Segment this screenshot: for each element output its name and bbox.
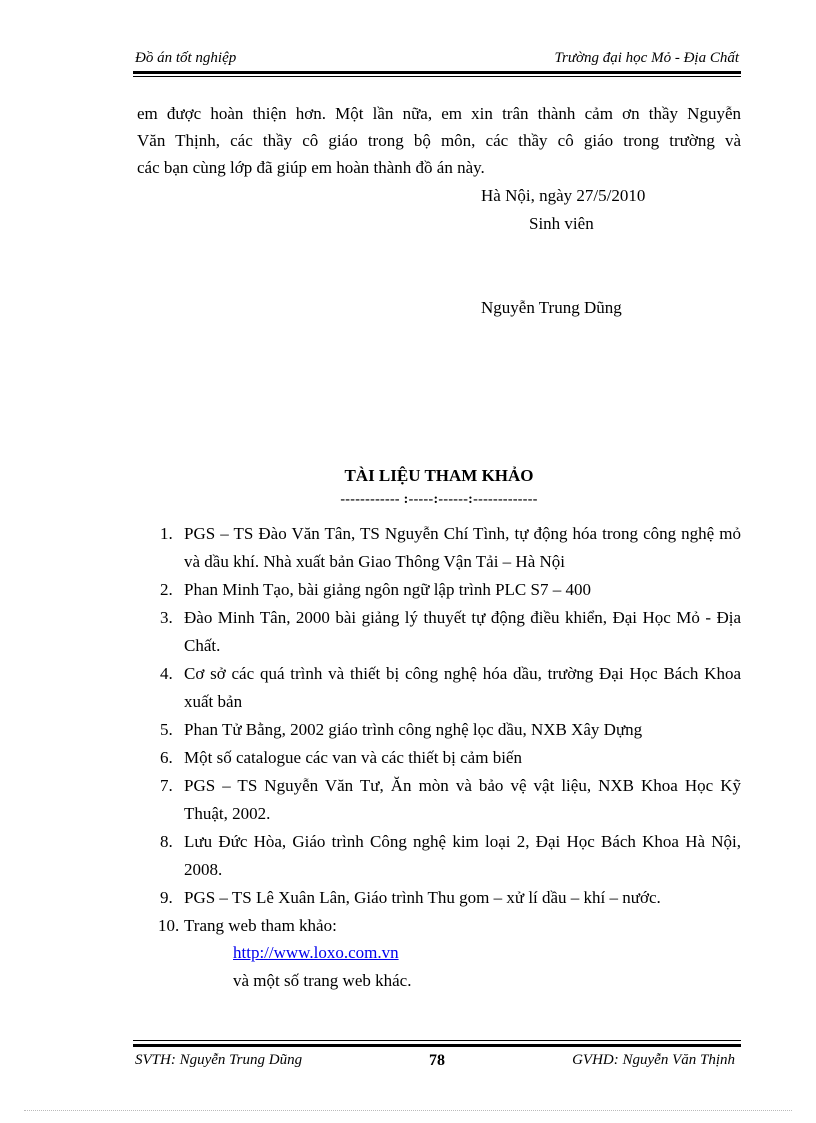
- website-link[interactable]: http://www.loxo.com.vn: [233, 943, 399, 962]
- reference-number: 4.: [160, 664, 173, 683]
- references-separator: ------------ :-----:------:-------------: [340, 492, 538, 507]
- acknowledgement-paragraph: [137, 100, 741, 181]
- reference-text: Phan Tử Bằng, 2002 giáo trình công nghệ lọc dầu, NXB Xây Dựng: [184, 720, 643, 739]
- page-footer: [133, 1040, 741, 1070]
- references-list: [160, 520, 741, 940]
- reference-item: [160, 520, 741, 576]
- reference-item: [160, 828, 741, 884]
- header-right-text: Trường đại học Mỏ - Địa Chất: [554, 50, 739, 66]
- reference-number: 10.: [158, 916, 180, 935]
- reference-item: [160, 660, 741, 716]
- reference-number: 9.: [160, 888, 173, 907]
- page-header: [133, 48, 741, 72]
- reference-item: [160, 884, 741, 912]
- reference-item: [160, 716, 741, 744]
- reference-text: PGS – TS Nguyễn Văn Tư, Ăn mòn và bảo vệ vật liệu, NXB Khoa Học Kỹ Thuật, 2002.: [184, 776, 741, 823]
- reference-number: 5.: [160, 720, 173, 739]
- signature-date: Hà Nội, ngày 27/5/2010: [481, 186, 646, 205]
- acknowledgement-line: Văn Thịnh, các thầy cô giáo trong bộ môn, các thầy cô giáo trong trường và: [137, 131, 741, 150]
- reference-text: Phan Minh Tạo, bài giảng ngôn ngữ lập trình PLC S7 – 400: [184, 580, 591, 599]
- reference-text: Cơ sở các quá trình và thiết bị công nghệ hóa dầu, trường Đại Học Bách Khoa xuất bản: [184, 664, 741, 711]
- reference-text: PGS – TS Đào Văn Tân, TS Nguyễn Chí Tình, tự động hóa trong công nghệ mỏ và dầu khí. Nhà xuất bản Giao Thông Vận Tải – Hà Nội: [184, 524, 741, 571]
- reference-number: 3.: [160, 608, 173, 627]
- header-rule-thin: [133, 76, 741, 77]
- page-number: 78: [429, 1052, 445, 1069]
- signature-role: Sinh viên: [529, 214, 594, 233]
- signature-name: Nguyễn Trung Dũng: [481, 298, 622, 317]
- header-left-text: Đồ án tốt nghiệp: [135, 50, 237, 66]
- reference-number: 1.: [160, 524, 173, 543]
- reference-item: [160, 604, 741, 660]
- reference-text: Trang web tham khảo:: [184, 916, 337, 935]
- website-more-text: và một số trang web khác.: [233, 971, 412, 990]
- page-bottom-margin-guide: [24, 1110, 792, 1111]
- reference-number: 2.: [160, 580, 173, 599]
- footer-right-text: GVHD: Nguyễn Văn Thịnh: [572, 1052, 735, 1068]
- reference-number: 6.: [160, 748, 173, 767]
- reference-text: Lưu Đức Hòa, Giáo trình Công nghệ kim loại 2, Đại Học Bách Khoa Hà Nội, 2008.: [184, 832, 741, 879]
- reference-text: Đào Minh Tân, 2000 bài giảng lý thuyết tự động điều khiển, Đại Học Mỏ - Địa Chất.: [184, 608, 741, 655]
- acknowledgement-line: em được hoàn thiện hơn. Một lần nữa, em xin trân thành cảm ơn thầy Nguyễn: [137, 104, 741, 123]
- header-rule-thick: [133, 71, 741, 74]
- reference-item: [160, 912, 741, 940]
- acknowledgement-line: các bạn cùng lớp đã giúp em hoàn thành đồ án này.: [137, 158, 485, 177]
- reference-text: Một số catalogue các van và các thiết bị cảm biến: [184, 748, 522, 767]
- reference-item: [160, 744, 741, 772]
- reference-item: [160, 576, 741, 604]
- references-title: TÀI LIỆU THAM KHẢO: [344, 466, 534, 485]
- reference-item: [160, 772, 741, 828]
- footer-rule-thick: [133, 1044, 741, 1047]
- reference-number: 7.: [160, 776, 173, 795]
- reference-text: PGS – TS Lê Xuân Lân, Giáo trình Thu gom – xử lí dầu – khí – nước.: [184, 888, 661, 907]
- footer-left-text: SVTH: Nguyễn Trung Dũng: [135, 1052, 303, 1068]
- reference-number: 8.: [160, 832, 173, 851]
- footer-rule-thin: [133, 1040, 741, 1041]
